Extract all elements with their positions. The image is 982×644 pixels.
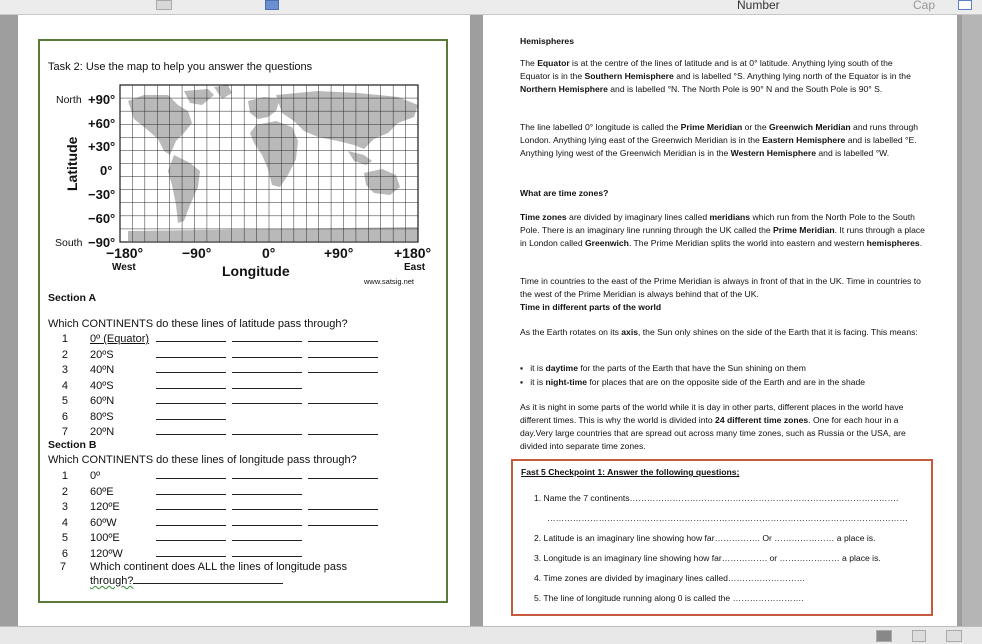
para-time-zones: Time zones are divided by imaginary lines called meridians which run from the North Pole to the South Pole. There is an imaginary line running through the UK called the Prime Meridian. It runs through a place in London called Greenwich. The Prime Meridian splits the world into eastern and western hemispheres. bbox=[520, 212, 925, 248]
para-24-time-zones: As it is night in some parts of the world while it is day in other parts, different places in the world have different times. This is why the world is divided into 24 different time zones. One for each hour in a day.Very large countries that are spread out across many time zones, such as Russia or the USA, are divided into separate time zones. bbox=[520, 402, 906, 451]
longitude-axis-label: Longitude bbox=[222, 263, 290, 279]
para-east-west: Time in countries to the east of the Prime Meridian is always in front of that in the UK. Time in countries to the west of the Prime Meridian is always behind that of the UK. Time in different parts of the world bbox=[520, 276, 921, 312]
answer-blank[interactable] bbox=[232, 486, 302, 495]
lat-label-m90: −90° bbox=[88, 235, 116, 250]
section-a-question: Which CONTINENTS do these lines of latitude pass through? bbox=[48, 318, 348, 330]
question-row bbox=[54, 380, 302, 392]
answer-blank[interactable] bbox=[156, 470, 226, 479]
answer-blank[interactable] bbox=[232, 364, 302, 373]
answer-blank[interactable] bbox=[232, 517, 302, 526]
question-row bbox=[54, 364, 378, 376]
table-icon[interactable] bbox=[156, 0, 172, 10]
question-label: 40ºS bbox=[90, 379, 114, 392]
question-label: 60ºW bbox=[90, 516, 117, 529]
north-label: North bbox=[56, 94, 82, 106]
section-b-heading: Section B bbox=[48, 439, 97, 451]
right-page bbox=[483, 15, 957, 626]
checkpoint-q4[interactable]: 4. Time zones are divided by imaginary lines called……………………… bbox=[534, 573, 806, 583]
question-row bbox=[54, 486, 302, 498]
question-number: 2 bbox=[61, 348, 68, 361]
shape-icon[interactable] bbox=[265, 0, 279, 10]
question-row bbox=[54, 470, 378, 482]
lat-label-m60: −60° bbox=[88, 211, 116, 226]
answer-blank[interactable] bbox=[156, 380, 226, 389]
question-row bbox=[54, 532, 302, 544]
number-button[interactable]: Number bbox=[737, 0, 780, 12]
lon-label-m90: −90° bbox=[182, 245, 212, 261]
question-row bbox=[54, 548, 302, 560]
vertical-scrollbar[interactable] bbox=[962, 15, 982, 626]
checkpoint-q1-cont[interactable]: ……………………………………………………………………………………………………………… bbox=[547, 513, 908, 523]
question-number: 5 bbox=[61, 532, 68, 544]
answer-blank[interactable] bbox=[232, 426, 302, 435]
question-number: 7 bbox=[61, 426, 68, 438]
question-label: 60ºN bbox=[90, 395, 115, 407]
lon-label-m180: −180° bbox=[106, 245, 144, 261]
answer-blank[interactable] bbox=[156, 501, 226, 510]
print-layout-icon[interactable] bbox=[876, 630, 892, 642]
question-number: 4 bbox=[61, 379, 68, 392]
lon-label-p90: +90° bbox=[324, 245, 354, 261]
question-number: 5 bbox=[61, 395, 68, 407]
answer-blank[interactable] bbox=[308, 349, 378, 358]
status-bar bbox=[0, 626, 982, 644]
question-number: 1 bbox=[61, 333, 68, 345]
question-label: 120ºW bbox=[90, 547, 123, 560]
lon-label-0: 0° bbox=[262, 245, 276, 261]
map-credit: www.satsig.net bbox=[364, 277, 415, 286]
para-prime-meridian: The line labelled 0° longitude is called the Prime Meridian or the Greenwich Meridian and runs through London. Anything lying east of the Greenwich Meridian is in the Eastern Hemisphere and is labelled °E. Anything lying west of the Greenwich Meridian is in the Western Hemisphere and is labelled °W. bbox=[520, 122, 919, 158]
question-label: 100ºE bbox=[90, 532, 120, 544]
answer-blank[interactable] bbox=[156, 395, 226, 404]
question-number: 2 bbox=[61, 485, 68, 498]
question-label: 40ºN bbox=[90, 364, 115, 376]
section-b-q7-line2: through? bbox=[90, 575, 283, 587]
section-b-question: Which CONTINENTS do these lines of longitude pass through? bbox=[48, 454, 357, 466]
answer-blank[interactable] bbox=[308, 470, 378, 479]
latitude-axis-label: Latitude bbox=[64, 136, 80, 191]
question-number: 4 bbox=[61, 516, 68, 529]
checkpoint-q1[interactable]: 1. Name the 7 continents…………………………………………………………………………………. bbox=[534, 493, 899, 503]
lon-label-p180: +180° bbox=[394, 245, 432, 261]
lat-label-p30: +30° bbox=[88, 139, 116, 154]
question-number: 6 bbox=[61, 547, 68, 560]
bullet-night-time: ▪ it is night-time for places that are on the opposite side of the Earth and are in the shade bbox=[520, 377, 866, 387]
answer-blank[interactable] bbox=[232, 548, 302, 557]
toolbar bbox=[0, 0, 982, 15]
answer-blank[interactable] bbox=[232, 333, 302, 342]
question-number: 3 bbox=[61, 364, 68, 376]
section-b-q7-number: 7 bbox=[60, 561, 67, 573]
answer-blank[interactable] bbox=[156, 517, 226, 526]
question-row bbox=[54, 501, 378, 513]
checkpoint-q5[interactable]: 5. The line of longitude running along 0 is called the ……………………. bbox=[534, 593, 804, 603]
answer-blank[interactable] bbox=[232, 501, 302, 510]
left-page bbox=[18, 15, 470, 626]
web-layout-icon[interactable] bbox=[946, 630, 962, 642]
lat-label-p90: +90° bbox=[88, 92, 116, 107]
answer-blank[interactable] bbox=[156, 364, 226, 373]
time-zones-heading: What are time zones? bbox=[520, 188, 609, 198]
question-row bbox=[54, 333, 378, 345]
question-row bbox=[54, 426, 378, 438]
section-b-q7-line1: Which continent does ALL the lines of longitude pass bbox=[90, 561, 348, 573]
question-label: 120ºE bbox=[90, 501, 120, 513]
section-a-heading: Section A bbox=[48, 292, 97, 304]
lat-label-p60: +60° bbox=[88, 116, 116, 131]
answer-blank[interactable] bbox=[156, 532, 226, 541]
answer-blank[interactable] bbox=[156, 333, 226, 342]
answer-blank[interactable] bbox=[156, 486, 226, 495]
question-label: 80ºS bbox=[90, 410, 114, 423]
checkpoint-q3[interactable]: 3. Longitude is an imaginary line showing how far……………. or ………………… a place is. bbox=[534, 553, 881, 563]
answer-blank[interactable] bbox=[232, 532, 302, 541]
question-row bbox=[54, 349, 378, 361]
west-label: West bbox=[112, 262, 136, 273]
answer-blank[interactable] bbox=[156, 411, 226, 420]
question-row bbox=[54, 395, 378, 407]
east-label: East bbox=[404, 262, 426, 273]
question-row bbox=[54, 517, 378, 529]
question-number: 6 bbox=[61, 410, 68, 423]
answer-blank[interactable] bbox=[308, 395, 378, 404]
answer-blank[interactable] bbox=[232, 380, 302, 389]
answer-blank[interactable] bbox=[232, 470, 302, 479]
south-label: South bbox=[55, 237, 83, 249]
checkpoint-q2[interactable]: 2. Latitude is an imaginary line showing how far……………. Or ………………… a place is. bbox=[534, 533, 876, 543]
answer-blank[interactable] bbox=[156, 426, 226, 435]
answer-blank[interactable] bbox=[232, 349, 302, 358]
question-number: 3 bbox=[61, 501, 68, 513]
question-label: 0º (Equator) bbox=[90, 333, 150, 345]
para-equator: The Equator is at the centre of the lines of latitude and is at 0° latitude. Anything lying south of the Equator is in the Southern Hemisphere and is labelled °S. Anything lying north of the Equator is in the Northern Hemisphere and is labelled °N. The North Pole is 90° N and the South Pole is 90° S. bbox=[520, 58, 911, 94]
answer-blank[interactable] bbox=[156, 349, 226, 358]
question-number: 1 bbox=[61, 470, 68, 482]
lat-label-m30: −30° bbox=[88, 187, 116, 202]
checkpoint-title: Fast 5 Checkpoint 1: Answer the following questions; bbox=[521, 467, 740, 477]
question-label: 20ºN bbox=[90, 426, 115, 438]
question-label: 60ºE bbox=[90, 485, 114, 498]
answer-blank[interactable] bbox=[308, 426, 378, 435]
question-label: 0º bbox=[90, 470, 101, 482]
map-land bbox=[128, 85, 418, 241]
window-icon[interactable] bbox=[958, 0, 972, 10]
lat-label-0: 0° bbox=[100, 163, 113, 178]
answer-blank[interactable] bbox=[308, 333, 378, 342]
answer-blank[interactable] bbox=[232, 395, 302, 404]
hemispheres-heading: Hemispheres bbox=[520, 36, 574, 46]
question-row bbox=[54, 411, 226, 423]
bullet-daytime: ▪ it is daytime for the parts of the Earth that have the Sun shining on them bbox=[520, 363, 806, 373]
question-label: 20ºS bbox=[90, 348, 114, 361]
answer-blank[interactable] bbox=[308, 364, 378, 373]
answer-blank[interactable] bbox=[156, 548, 226, 557]
task-title: Task 2: Use the map to help you answer the questions bbox=[48, 61, 313, 73]
para-rotation: As the Earth rotates on its axis, the Sun only shines on the side of the Earth that it is facing. This means: bbox=[520, 327, 918, 337]
outline-view-icon[interactable] bbox=[912, 630, 926, 642]
caption-button[interactable]: Cap bbox=[913, 0, 936, 12]
answer-blank[interactable] bbox=[308, 501, 378, 510]
answer-blank[interactable] bbox=[308, 517, 378, 526]
